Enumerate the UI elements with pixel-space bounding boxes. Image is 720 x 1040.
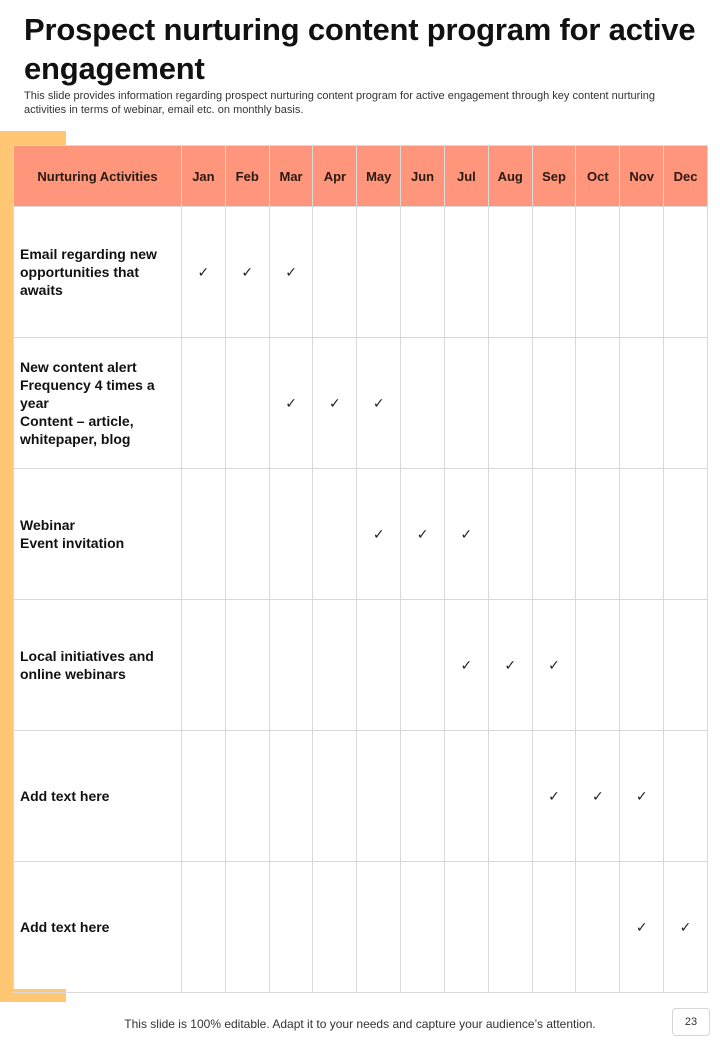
month-cell-jul: [444, 207, 488, 338]
month-cell-nov: [620, 731, 664, 862]
month-cell-oct: [576, 207, 620, 338]
table-row: [14, 731, 708, 862]
month-cell-oct: [576, 338, 620, 469]
month-cell-may: [357, 731, 401, 862]
month-cell-aug: [488, 731, 532, 862]
month-cell-jan: [182, 338, 226, 469]
activity-cell: [14, 600, 182, 731]
month-cell-oct: [576, 469, 620, 600]
checkmark-icon: ✓: [504, 656, 517, 673]
month-cell-aug: [488, 600, 532, 731]
activity-text: Webinar: [20, 517, 75, 533]
month-cell-sep: [532, 862, 576, 993]
activity-table-container: [13, 145, 707, 989]
header-row: [14, 146, 708, 207]
month-cell-may: [357, 469, 401, 600]
table-row: [14, 338, 708, 469]
month-cell-aug: [488, 338, 532, 469]
month-cell-sep: [532, 207, 576, 338]
month-cell-nov: [620, 469, 664, 600]
header-month-dec: Dec: [664, 146, 708, 207]
month-cell-may: [357, 862, 401, 993]
activity-text: New content alert: [20, 359, 137, 375]
month-cell-may: [357, 600, 401, 731]
month-cell-dec: [664, 207, 708, 338]
header-month-may: May: [357, 146, 401, 207]
checkmark-icon: ✓: [635, 787, 648, 804]
month-cell-dec: [664, 731, 708, 862]
header-month-aug: Aug: [488, 146, 532, 207]
month-cell-feb: [225, 207, 269, 338]
month-cell-jul: [444, 731, 488, 862]
month-cell-jan: [182, 731, 226, 862]
month-cell-jul: [444, 600, 488, 731]
activity-cell: [14, 469, 182, 600]
header-month-jan: Jan: [182, 146, 226, 207]
month-cell-nov: [620, 338, 664, 469]
month-cell-feb: [225, 731, 269, 862]
month-cell-apr: [313, 338, 357, 469]
activity-text: Content – article, whitepaper, blog: [20, 413, 134, 447]
month-cell-dec: [664, 862, 708, 993]
month-cell-feb: [225, 600, 269, 731]
table-row: [14, 862, 708, 993]
month-cell-may: [357, 207, 401, 338]
table-body: [14, 207, 708, 993]
month-cell-dec: [664, 600, 708, 731]
month-cell-jun: [401, 338, 445, 469]
month-cell-feb: [225, 338, 269, 469]
header-month-nov: Nov: [620, 146, 664, 207]
checkmark-icon: ✓: [197, 263, 210, 280]
page-number: 23: [672, 1008, 710, 1036]
activity-cell: [14, 862, 182, 993]
checkmark-icon: ✓: [372, 394, 385, 411]
month-cell-apr: [313, 207, 357, 338]
month-cell-jun: [401, 207, 445, 338]
activity-table: [13, 145, 708, 993]
month-cell-apr: [313, 469, 357, 600]
month-cell-jun: [401, 600, 445, 731]
month-cell-aug: [488, 469, 532, 600]
month-cell-jun: [401, 731, 445, 862]
checkmark-icon: ✓: [329, 394, 341, 411]
month-cell-oct: [576, 862, 620, 993]
activity-text: Frequency 4 times a year: [20, 377, 155, 411]
header-month-jul: Jul: [444, 146, 488, 207]
month-cell-apr: [313, 600, 357, 731]
activity-cell: [14, 338, 182, 469]
month-cell-may: [357, 338, 401, 469]
header-month-jun: Jun: [401, 146, 445, 207]
footer-note: This slide is 100% editable. Adapt it to your needs and capture your audience’s attention.: [124, 1017, 596, 1031]
month-cell-nov: [620, 600, 664, 731]
month-cell-jul: [444, 338, 488, 469]
month-cell-aug: [488, 207, 532, 338]
activity-cell: [14, 207, 182, 338]
slide-title: Prospect nurturing content program for active engagement: [24, 12, 696, 86]
month-cell-nov: [620, 862, 664, 993]
header-month-oct: Oct: [576, 146, 620, 207]
header-nurturing-activities: Nurturing Activities: [14, 146, 182, 207]
month-cell-nov: [620, 207, 664, 338]
table-row: [14, 469, 708, 600]
month-cell-dec: [664, 338, 708, 469]
month-cell-feb: [225, 862, 269, 993]
month-cell-jun: [401, 469, 445, 600]
checkmark-icon: ✓: [548, 656, 560, 673]
table-header: [14, 146, 708, 207]
month-cell-sep: [532, 731, 576, 862]
slide-subtitle: This slide provides information regarding prospect nurturing content program for active engagement through key content nurturing activities in terms of webinar, email etc. on monthly basis.: [24, 90, 656, 116]
activity-cell: [14, 731, 182, 862]
checkmark-icon: ✓: [460, 525, 473, 542]
month-cell-jun: [401, 862, 445, 993]
checkmark-icon: ✓: [416, 525, 429, 542]
checkmark-icon: ✓: [679, 918, 692, 935]
header-month-apr: Apr: [313, 146, 357, 207]
month-cell-jan: [182, 207, 226, 338]
activity-text: Email regarding new opportunities that awaits: [20, 246, 157, 298]
month-cell-mar: [269, 338, 313, 469]
month-cell-oct: [576, 731, 620, 862]
month-cell-dec: [664, 469, 708, 600]
month-cell-jul: [444, 862, 488, 993]
activity-text: Local initiatives and online webinars: [20, 648, 154, 682]
activity-text: Add text here: [20, 919, 110, 935]
table-row: [14, 207, 708, 338]
month-cell-sep: [532, 469, 576, 600]
header-month-mar: Mar: [269, 146, 313, 207]
month-cell-mar: [269, 862, 313, 993]
month-cell-aug: [488, 862, 532, 993]
checkmark-icon: ✓: [285, 263, 297, 280]
month-cell-apr: [313, 731, 357, 862]
checkmark-icon: ✓: [241, 263, 254, 280]
month-cell-mar: [269, 469, 313, 600]
month-cell-jan: [182, 600, 226, 731]
activity-text: Event invitation: [20, 535, 125, 551]
header-month-feb: Feb: [225, 146, 269, 207]
checkmark-icon: ✓: [635, 918, 648, 935]
checkmark-icon: ✓: [285, 394, 297, 411]
month-cell-oct: [576, 600, 620, 731]
month-cell-sep: [532, 338, 576, 469]
checkmark-icon: ✓: [548, 787, 560, 804]
month-cell-mar: [269, 207, 313, 338]
month-cell-jul: [444, 469, 488, 600]
month-cell-jan: [182, 469, 226, 600]
month-cell-feb: [225, 469, 269, 600]
month-cell-jan: [182, 862, 226, 993]
month-cell-mar: [269, 731, 313, 862]
month-cell-apr: [313, 862, 357, 993]
table-row: [14, 600, 708, 731]
checkmark-icon: ✓: [592, 787, 604, 804]
month-cell-mar: [269, 600, 313, 731]
month-cell-sep: [532, 600, 576, 731]
activity-text: Add text here: [20, 788, 110, 804]
checkmark-icon: ✓: [372, 525, 385, 542]
checkmark-icon: ✓: [460, 656, 473, 673]
header-month-sep: Sep: [532, 146, 576, 207]
